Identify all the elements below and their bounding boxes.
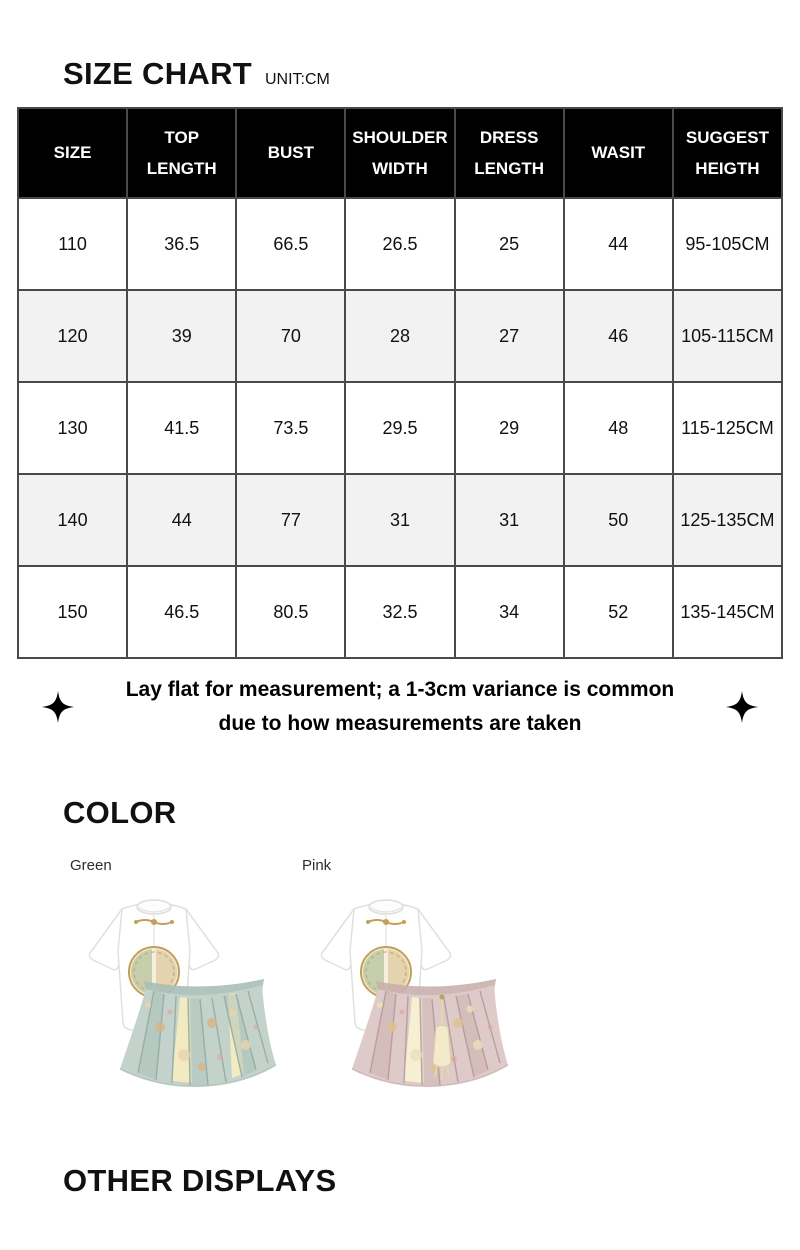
size-cell: 46: [564, 290, 673, 382]
size-cell: 80.5: [236, 566, 345, 658]
header-row: [18, 108, 782, 198]
size-cell: 31: [455, 474, 564, 566]
table-row: [18, 382, 782, 474]
table-row: [18, 198, 782, 290]
size-cell: 125-135CM: [673, 474, 782, 566]
size-cell: 150: [18, 566, 127, 658]
size-cell: 29: [455, 382, 564, 474]
outfit-photo-green: [60, 877, 282, 1089]
size-cell: 135-145CM: [673, 566, 782, 658]
size-cell: 95-105CM: [673, 198, 782, 290]
size-cell: 77: [236, 474, 345, 566]
size-cell: 105-115CM: [673, 290, 782, 382]
column-header: WASIT: [564, 108, 673, 198]
variant-label-pink: Pink: [302, 857, 332, 874]
size-cell: 115-125CM: [673, 382, 782, 474]
size-cell: 120: [18, 290, 127, 382]
size-chart-table: [17, 107, 783, 659]
column-header: SUGGEST HEIGTH: [673, 108, 782, 198]
variant-label-green: Green: [70, 857, 112, 874]
size-cell: 70: [236, 290, 345, 382]
color-variants: [60, 857, 800, 1089]
size-cell: 110: [18, 198, 127, 290]
size-cell: 34: [455, 566, 564, 658]
size-cell: 44: [564, 198, 673, 290]
other-displays-title: OTHER DISPLAYS: [63, 1163, 337, 1198]
size-cell: 25: [455, 198, 564, 290]
column-header: DRESS LENGTH: [455, 108, 564, 198]
column-header: SIZE: [18, 108, 127, 198]
size-cell: 44: [127, 474, 236, 566]
size-chart-title: SIZE CHART: [63, 56, 252, 91]
column-header: BUST: [236, 108, 345, 198]
measurement-note-text: [74, 673, 726, 741]
table-row: [18, 566, 782, 658]
color-section-title: COLOR: [63, 795, 177, 830]
column-header: SHOULDER WIDTH: [345, 108, 454, 198]
size-cell: 29.5: [345, 382, 454, 474]
color-variant-green: [60, 857, 282, 1089]
size-chart-body: [18, 198, 782, 658]
size-cell: 27: [455, 290, 564, 382]
table-row: [18, 474, 782, 566]
size-cell: 39: [127, 290, 236, 382]
size-cell: 52: [564, 566, 673, 658]
color-variant-pink: [292, 857, 514, 1089]
size-cell: 31: [345, 474, 454, 566]
column-header: TOP LENGTH: [127, 108, 236, 198]
size-cell: 32.5: [345, 566, 454, 658]
table-row: [18, 290, 782, 382]
size-cell: 48: [564, 382, 673, 474]
size-cell: 28: [345, 290, 454, 382]
sparkle-icon: [726, 691, 758, 723]
size-chart-head: [18, 108, 782, 198]
size-cell: 140: [18, 474, 127, 566]
note-line-2: due to how measurements are taken: [218, 712, 582, 735]
size-cell: 36.5: [127, 198, 236, 290]
measurement-note: [42, 673, 758, 741]
sparkle-icon: [42, 691, 74, 723]
size-chart-unit: UNIT:CM: [265, 71, 330, 88]
size-chart-header: [0, 0, 800, 107]
outfit-photo-pink: [292, 877, 514, 1089]
size-cell: 130: [18, 382, 127, 474]
size-cell: 26.5: [345, 198, 454, 290]
size-cell: 50: [564, 474, 673, 566]
note-line-1: Lay flat for measurement; a 1-3cm variance is common: [125, 678, 675, 701]
size-cell: 46.5: [127, 566, 236, 658]
size-cell: 41.5: [127, 382, 236, 474]
size-cell: 66.5: [236, 198, 345, 290]
size-cell: 73.5: [236, 382, 345, 474]
